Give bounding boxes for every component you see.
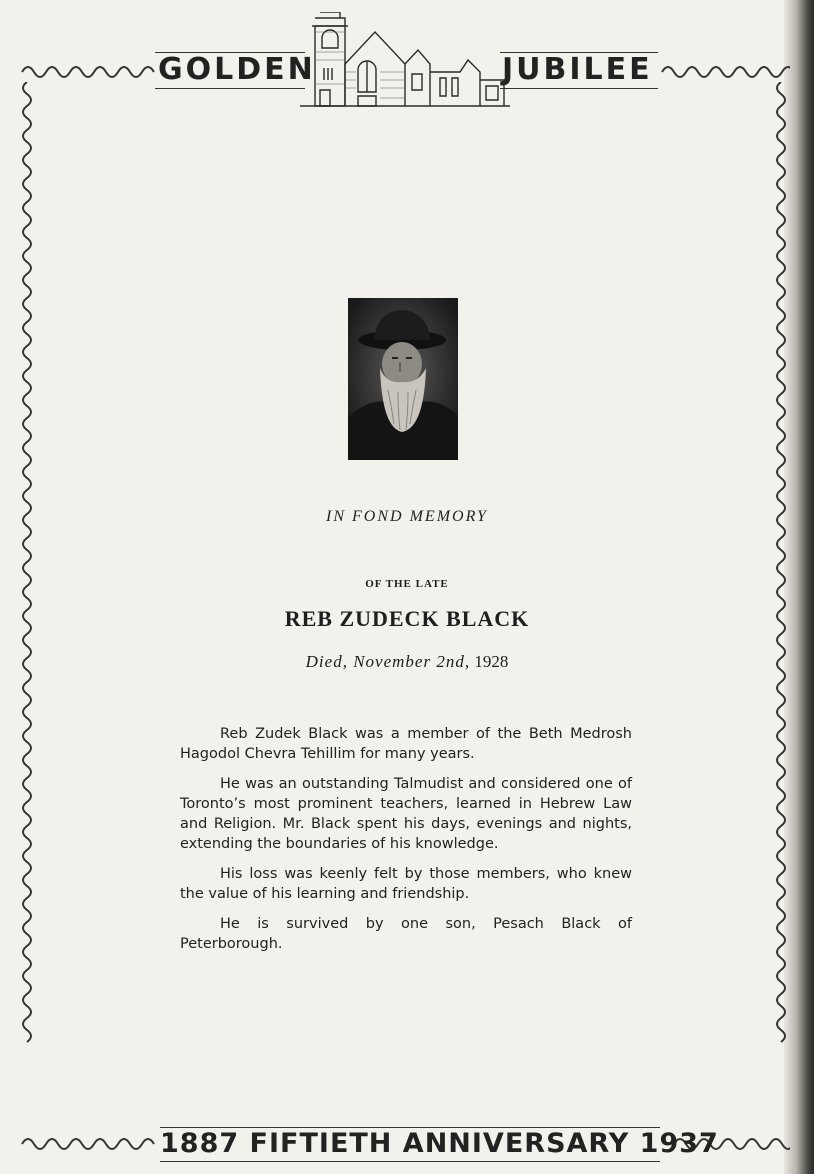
header-rule-bottom-right bbox=[500, 88, 658, 89]
memorial-body-text bbox=[180, 724, 632, 964]
deceased-name: REB ZUDECK BLACK bbox=[284, 606, 530, 631]
header-golden-word: GOLDEN bbox=[158, 52, 316, 87]
body-paragraph: He was an outstanding Talmudist and considered one of Toronto’s most prominent teachers, learned in Hebrew Law and Religion. Mr. Black spent his days, evenings and nights, extending the boundaries of his knowledge. bbox=[180, 776, 632, 852]
body-paragraph: Reb Zudek Black was a member of the Beth Medrosh Hagodol Chevra Tehillim for many years. bbox=[180, 726, 632, 762]
scroll-ornament-icon bbox=[20, 1132, 155, 1154]
scroll-ornament-icon bbox=[20, 60, 155, 82]
church-building-icon bbox=[300, 12, 510, 108]
anniversary-footer-title: 1887 FIFTIETH ANNIVERSARY 1937 bbox=[160, 1128, 719, 1159]
scroll-ornament-icon bbox=[660, 60, 790, 82]
header-rule-bottom-left bbox=[155, 88, 305, 89]
in-fond-memory-heading: IN FOND MEMORY bbox=[326, 508, 488, 525]
died-line bbox=[0, 652, 814, 672]
body-paragraph: His loss was keenly felt by those members, who knew the value of his learning and friendship. bbox=[180, 866, 632, 902]
died-year: 1928 bbox=[474, 652, 509, 671]
bearded-man-portrait-icon bbox=[348, 298, 458, 460]
header-jubilee-word: JUBILEE bbox=[502, 52, 653, 87]
body-paragraph: He is survived by one son, Pesach Black of Peterborough. bbox=[180, 916, 632, 952]
footer-rule-bottom bbox=[160, 1161, 660, 1162]
died-date-label: Died, November 2nd, bbox=[305, 652, 471, 671]
of-the-late-label: OF THE LATE bbox=[365, 578, 449, 590]
